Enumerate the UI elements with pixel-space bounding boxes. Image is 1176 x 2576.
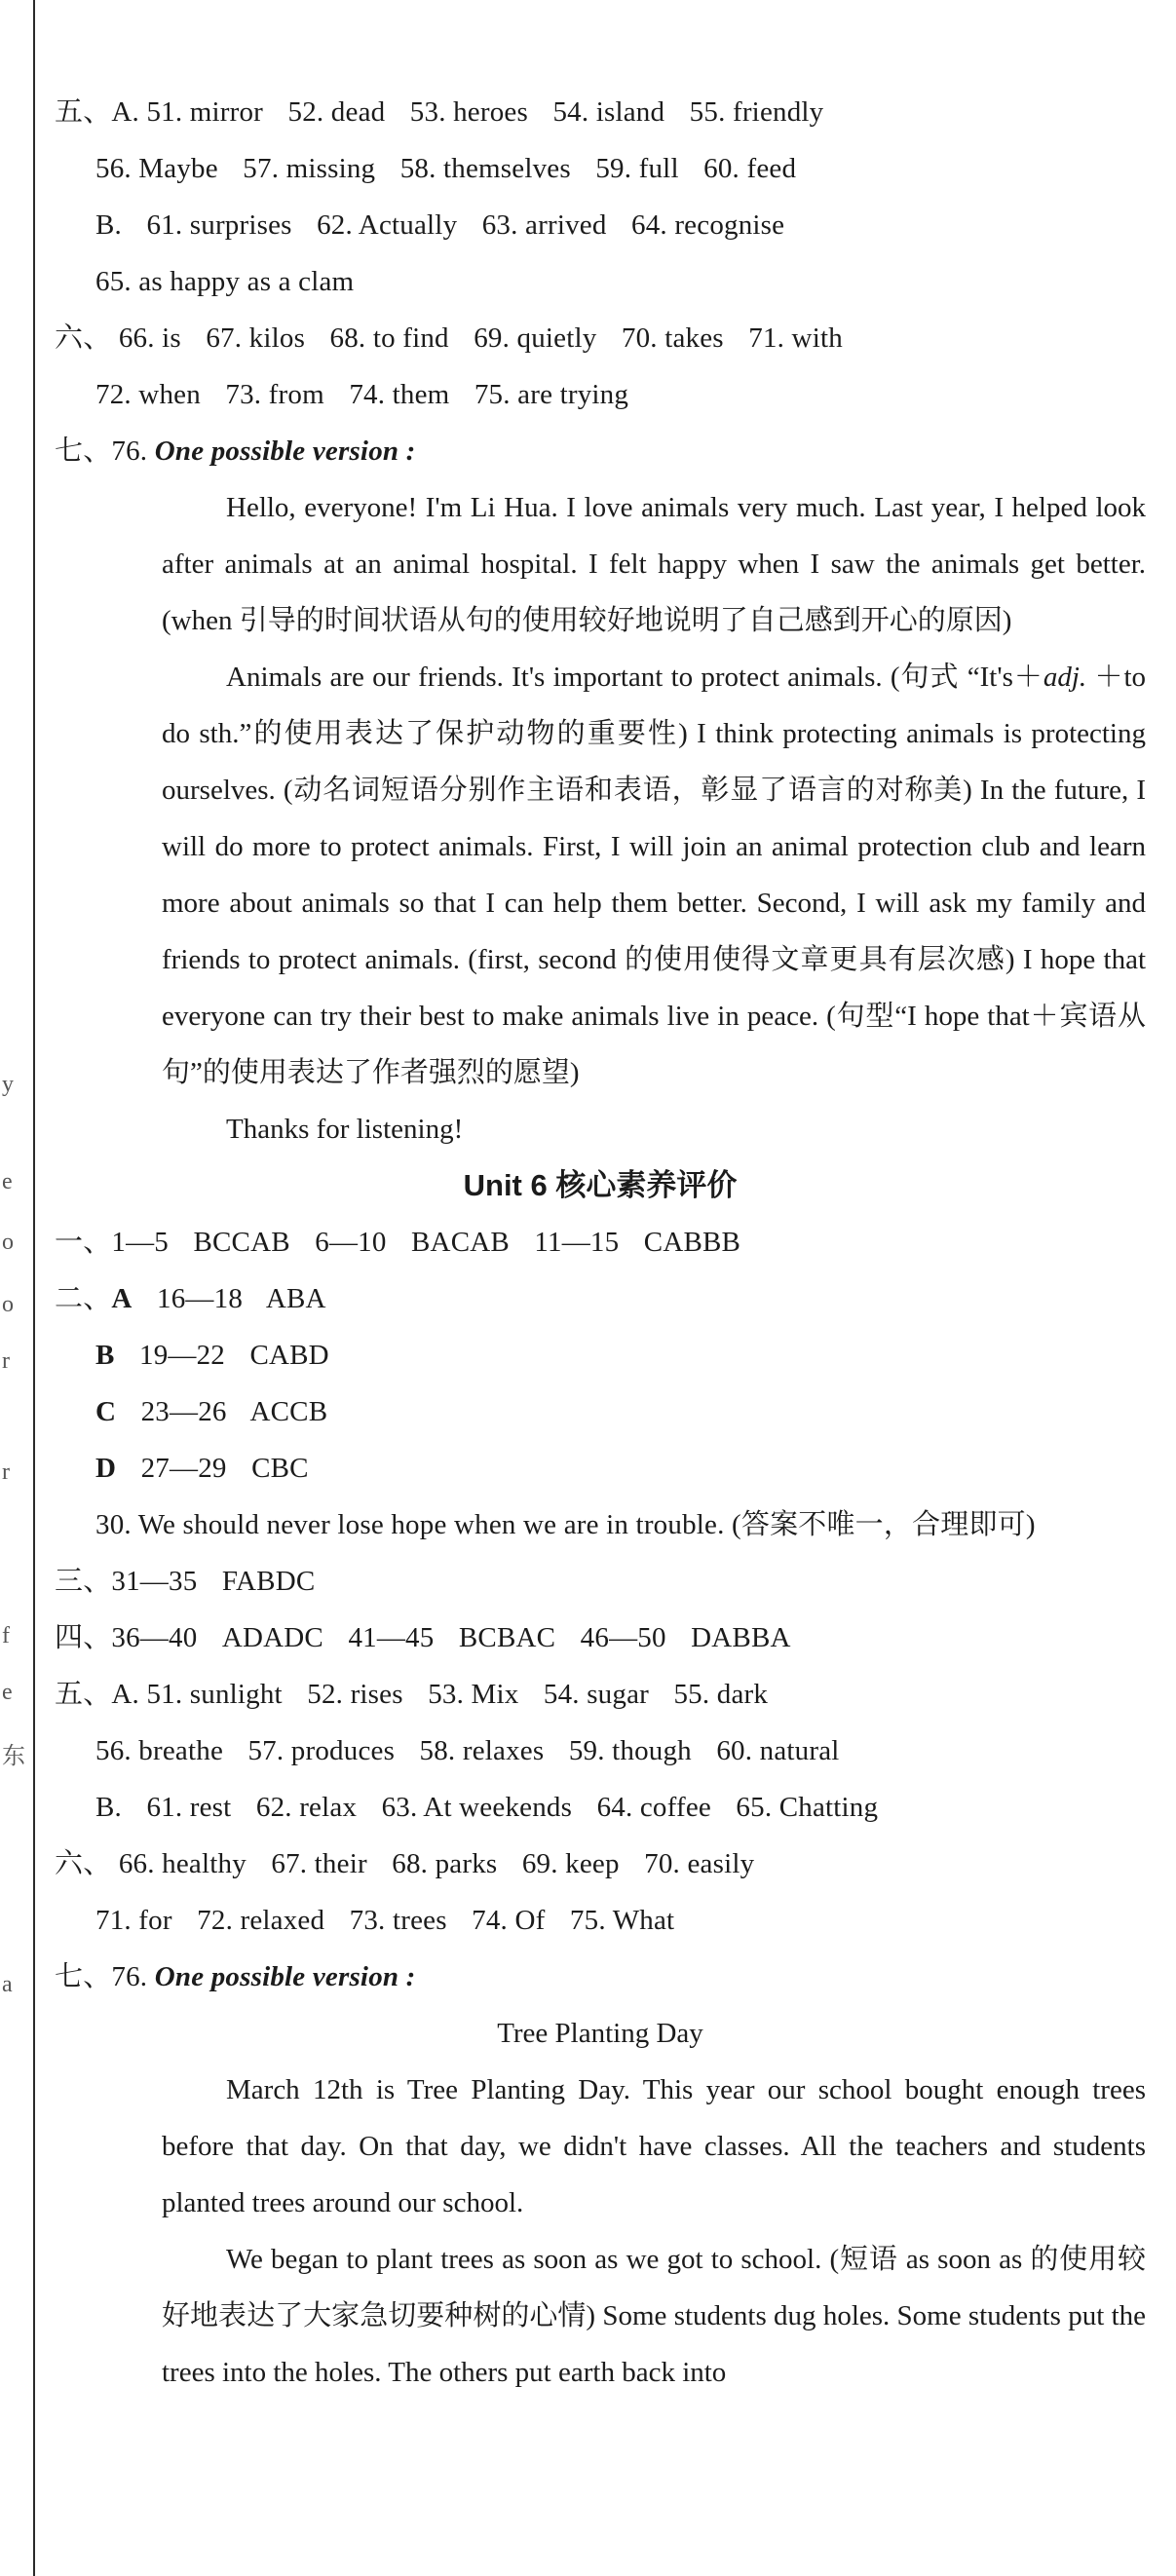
u6-s2a <box>55 1270 1146 1327</box>
answer-item: 62. Actually <box>317 209 458 241</box>
answer-item: 61. surprises <box>146 209 292 241</box>
section-label: B. <box>95 1792 122 1823</box>
section-label: B. <box>95 209 122 241</box>
answer-item: 66. is <box>118 322 181 354</box>
answer-item: 65. as happy as a clam <box>95 266 355 297</box>
section-label: 五、A. <box>55 96 139 128</box>
u6-s5a-line1 <box>55 1666 1146 1723</box>
answer-item: 64. recognise <box>631 209 785 241</box>
answer-item: 59. full <box>595 153 679 184</box>
essay-paragraph: We began to plant trees as soon as we got to school. (短语 as soon as 的使用较好地表达了大家急切要种树的心情) Some students dug holes. Some students put the trees into the holes. The others put earth back into <box>162 2244 1146 2388</box>
sec6-line2 <box>55 366 1146 423</box>
sec5b-line2 <box>55 253 1146 310</box>
u6-s2d <box>55 1440 1146 1496</box>
answer-item: 53. Mix <box>428 1679 519 1710</box>
answer-key: DABBA <box>691 1622 791 1653</box>
answer-item: 63. arrived <box>481 209 607 241</box>
essay-text: Animals are our friends. It's important to protect animals. (句式 “It's＋ <box>226 662 1043 693</box>
sec6-line1 <box>55 310 1146 366</box>
essay-2 <box>55 2062 1146 2401</box>
answer-range: 11—15 <box>534 1227 620 1258</box>
answer-range: 6—10 <box>315 1227 387 1258</box>
u6-s4 <box>55 1610 1146 1666</box>
answer-item: 66. healthy <box>118 1848 247 1879</box>
essay-title: Tree Planting Day <box>497 2018 703 2049</box>
answer-item: 52. rises <box>307 1679 403 1710</box>
essay-text-italic: adj. <box>1043 662 1087 693</box>
answer-key: FABDC <box>221 1566 316 1597</box>
section-label: 五、A. <box>55 1679 139 1710</box>
margin-mark: e <box>2 1169 13 1194</box>
answer-range: 31—35 <box>111 1566 198 1597</box>
answer-item: 73. from <box>225 379 324 410</box>
answer-item: 62. relax <box>255 1792 358 1823</box>
answer-item: 67. kilos <box>206 322 306 354</box>
answer-item: 63. At weekends <box>381 1792 573 1823</box>
answer-key: CBC <box>251 1453 309 1484</box>
answer-key: BCBAC <box>458 1622 556 1653</box>
answer-range: 19—22 <box>139 1340 225 1371</box>
answer-key: CABBB <box>643 1227 741 1258</box>
answer-range: 41—45 <box>348 1622 435 1653</box>
u6-s7-header <box>55 1949 1146 2005</box>
essay-paragraph <box>162 649 1146 1101</box>
part-letter: C <box>95 1396 117 1427</box>
answer-range: 16—18 <box>157 1283 244 1314</box>
sec7-header <box>55 423 1146 479</box>
answer-item: 55. friendly <box>689 96 824 128</box>
answer-item: 61. rest <box>146 1792 232 1823</box>
answer-item: 69. quietly <box>474 322 597 354</box>
u6-s2b <box>55 1327 1146 1383</box>
answer-item: 72. relaxed <box>197 1905 325 1936</box>
answer-item: 53. heroes <box>409 96 528 128</box>
margin-mark: r <box>2 1459 10 1485</box>
u6-s1 <box>55 1214 1146 1270</box>
sec5b-line1 <box>55 197 1146 253</box>
margin-mark: y <box>2 1072 14 1097</box>
section-label: 七、76. <box>55 1961 148 1992</box>
margin-mark: f <box>2 1623 10 1648</box>
u6-s6-line1 <box>55 1836 1146 1892</box>
answer-range: 27—29 <box>140 1453 227 1484</box>
margin-mark: 东 <box>2 1744 25 1769</box>
answer-item: 51. sunlight <box>146 1679 283 1710</box>
answer-item: 70. takes <box>621 322 724 354</box>
answer-item: 72. when <box>95 379 201 410</box>
answer-item: 73. trees <box>349 1905 447 1936</box>
answer-item: 69. keep <box>521 1848 620 1879</box>
answer-item: 58. themselves <box>399 153 571 184</box>
unit-heading: Unit 6 核心素养评价 <box>463 1168 738 1202</box>
margin-mark: a <box>2 1972 13 1997</box>
answer-item: 55. dark <box>673 1679 769 1710</box>
answer-item: 58. relaxes <box>419 1735 545 1766</box>
section-label: 七、76. <box>55 436 148 467</box>
answer-item: 65. Chatting <box>736 1792 879 1823</box>
answer-item: 60. feed <box>703 153 797 184</box>
answer-item: 71. for <box>95 1905 172 1936</box>
answer-item: 67. their <box>271 1848 367 1879</box>
u6-q30: 30. We should never lose hope when we are in trouble. (答案不唯一，合理即可) <box>95 1509 1036 1540</box>
answer-key: ABA <box>265 1283 326 1314</box>
answer-item: 56. Maybe <box>95 153 218 184</box>
margin-mark: e <box>2 1680 13 1705</box>
essay-paragraph: Thanks for listening! <box>226 1114 464 1145</box>
answer-range: 46—50 <box>580 1622 666 1653</box>
answer-item: 54. sugar <box>543 1679 650 1710</box>
answer-item: 54. island <box>552 96 665 128</box>
essay-text: ＋to do sth.”的使用表达了保护动物的重要性) I think protecting animals is protecting ourselves. (动名词短语分别作主语和表语，彰显了语言的对称美) In the future, I will do more to protect animals. First, I will join an animal protection club and learn more about animals so that I can help them better. Second, I will ask my family and friends to protect animals. (first, second 的使用使得文章更具有层次感) I hope that everyone can try their best to make animals live in peace. (句型“I hope that＋宾语从句”的使用表达了作者强烈的愿望) <box>162 662 1146 1088</box>
answer-page <box>55 84 1146 2401</box>
answer-range: 36—40 <box>111 1622 198 1653</box>
answer-item: 75. are trying <box>474 379 629 410</box>
answer-key: BACAB <box>411 1227 510 1258</box>
answer-key: CABD <box>249 1340 329 1371</box>
u6-s5b <box>55 1779 1146 1836</box>
margin-residue <box>0 0 29 2576</box>
answer-item: 51. mirror <box>146 96 264 128</box>
answer-item: 71. with <box>748 322 843 354</box>
section-label: 六、 <box>55 1848 112 1879</box>
sec5a-line1 <box>55 84 1146 140</box>
part-letter: D <box>95 1453 117 1484</box>
answer-item: 74. them <box>349 379 450 410</box>
section-label: 四、 <box>55 1622 112 1653</box>
answer-item: 75. What <box>569 1905 675 1936</box>
answer-item: 70. easily <box>644 1848 755 1879</box>
answer-item: 57. missing <box>243 153 376 184</box>
answer-key: ADADC <box>221 1622 323 1653</box>
answer-item: 64. coffee <box>596 1792 711 1823</box>
essay-1 <box>55 479 1146 1157</box>
answer-key: ACCB <box>249 1396 328 1427</box>
u6-s5a-line2 <box>55 1723 1146 1779</box>
u6-s6-line2 <box>55 1892 1146 1949</box>
version-label: One possible version : <box>154 436 416 467</box>
answer-item: 59. though <box>568 1735 692 1766</box>
left-binding-line <box>33 0 35 2576</box>
answer-item: 68. to find <box>329 322 449 354</box>
answer-range: 23—26 <box>140 1396 227 1427</box>
answer-item: 68. parks <box>392 1848 498 1879</box>
margin-mark: o <box>2 1230 14 1255</box>
answer-item: 60. natural <box>716 1735 840 1766</box>
answer-item: 56. breathe <box>95 1735 224 1766</box>
essay-paragraph: March 12th is Tree Planting Day. This year our school bought enough trees before that day. On that day, we didn't have classes. All the teachers and students planted trees around our school. <box>162 2074 1146 2218</box>
essay-paragraph: Hello, everyone! I'm Li Hua. I love animals very much. Last year, I helped look after animals at an animal hospital. I felt happy when I saw the animals get better. (when 引导的时间状语从句的使用较好地说明了自己感到开心的原因) <box>162 492 1146 636</box>
answer-range: 1—5 <box>111 1227 170 1258</box>
part-letter: B <box>95 1340 115 1371</box>
version-label: One possible version : <box>154 1961 416 1992</box>
margin-mark: r <box>2 1348 10 1374</box>
section-label: 一、 <box>55 1227 112 1258</box>
u6-s3 <box>55 1553 1146 1610</box>
answer-item: 52. dead <box>287 96 386 128</box>
section-label: 二、 <box>55 1283 112 1314</box>
answer-key: BCCAB <box>193 1227 290 1258</box>
sec5a-line2 <box>55 140 1146 197</box>
part-letter: A <box>111 1283 133 1314</box>
u6-s2c <box>55 1383 1146 1440</box>
answer-item: 57. produces <box>247 1735 396 1766</box>
section-label: 六、 <box>55 322 112 354</box>
margin-mark: o <box>2 1292 14 1317</box>
answer-item: 74. Of <box>472 1905 546 1936</box>
section-label: 三、 <box>55 1566 112 1597</box>
